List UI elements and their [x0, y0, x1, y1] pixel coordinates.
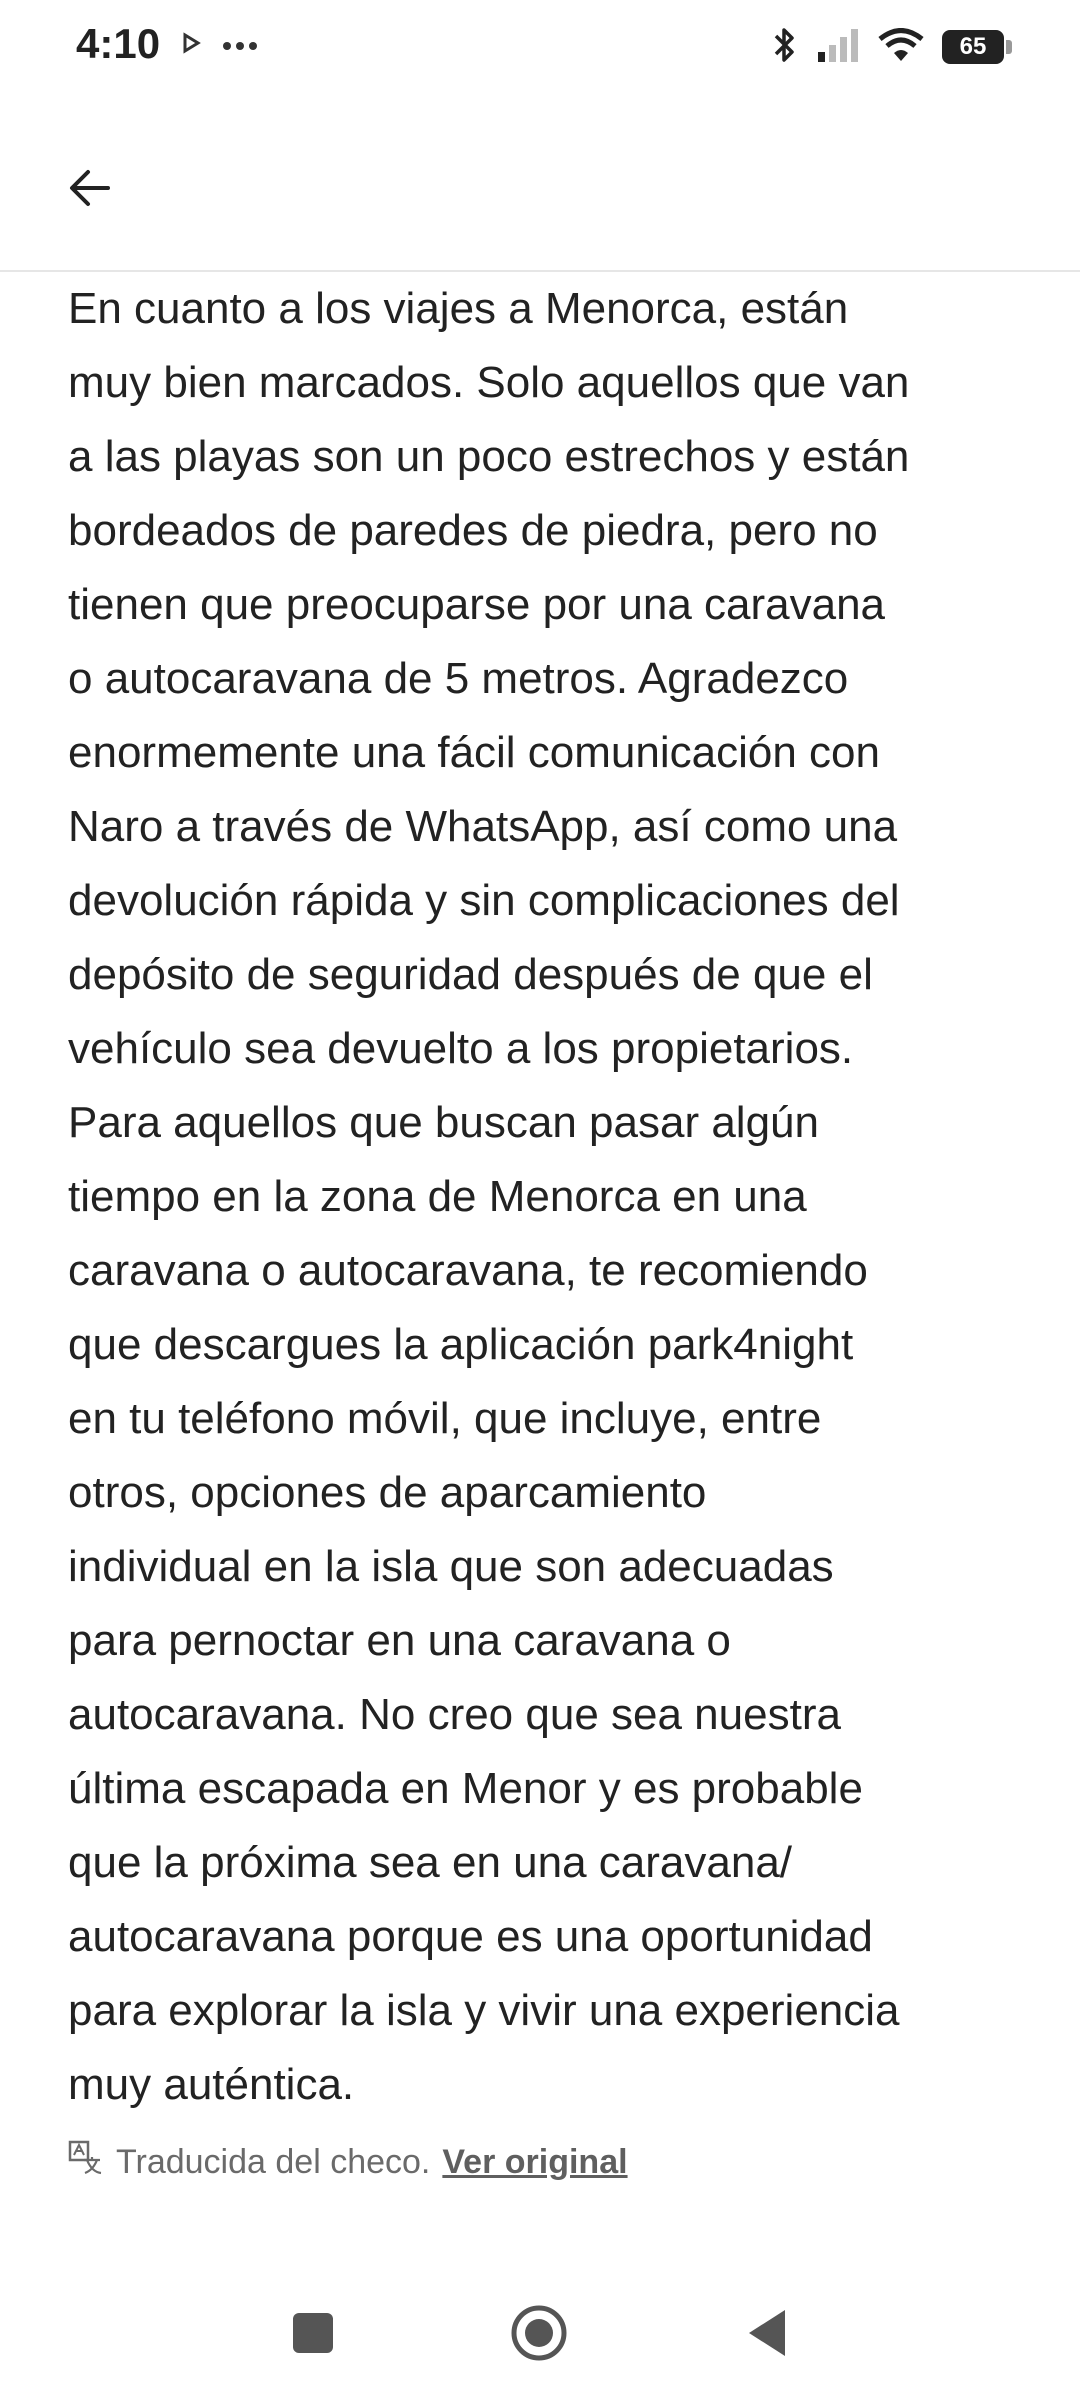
- translation-note: [68, 2140, 628, 2185]
- play-notification-icon: [180, 32, 202, 58]
- system-navigation-bar: [0, 2270, 1080, 2400]
- home-button[interactable]: [502, 2298, 576, 2372]
- wifi-icon: [878, 28, 924, 66]
- review-line: que descargues la aplicación park4night: [68, 1320, 854, 1369]
- review-line: para pernoctar en una caravana o: [68, 1616, 731, 1665]
- arrow-left-icon: [68, 168, 112, 212]
- back-button[interactable]: [56, 156, 124, 224]
- translate-icon: [68, 2140, 104, 2185]
- review-line: individual en la isla que son adecuadas: [68, 1542, 834, 1591]
- review-line: depósito de seguridad después de que el: [68, 950, 873, 999]
- bluetooth-icon: [772, 26, 798, 68]
- review-line: Para aquellos que buscan pasar algún: [68, 1098, 819, 1147]
- review-line: bordeados de paredes de piedra, pero no: [68, 506, 878, 555]
- recents-button[interactable]: [276, 2298, 350, 2372]
- view-original-link[interactable]: Ver original: [442, 2143, 628, 2181]
- review-line: En cuanto a los viajes a Menorca, están: [68, 284, 849, 333]
- review-line: autocaravana. No creo que sea nuestra: [68, 1690, 841, 1739]
- system-back-button[interactable]: [730, 2298, 804, 2372]
- more-notifications-icon: [222, 36, 258, 55]
- review-line: autocaravana porque es una oportunidad: [68, 1912, 873, 1961]
- signal-icon: [816, 28, 860, 66]
- review-line: muy auténtica.: [68, 2060, 355, 2109]
- review-line: o autocaravana de 5 metros. Agradezco: [68, 654, 849, 703]
- circle-icon: [510, 2304, 568, 2366]
- review-line: última escapada en Menor y es probable: [68, 1764, 863, 1813]
- triangle-back-icon: [745, 2308, 789, 2362]
- review-line: otros, opciones de aparcamiento: [68, 1468, 707, 1517]
- status-time: 4:10: [76, 20, 161, 67]
- review-line: tienen que preocuparse por una caravana: [68, 580, 886, 629]
- review-line: a las playas son un poco estrechos y están: [68, 432, 910, 481]
- review-line: en tu teléfono móvil, que incluye, entre: [68, 1394, 822, 1443]
- review-line: para explorar la isla y vivir una experiencia: [68, 1986, 900, 2035]
- review-line: devolución rápida y sin complicaciones del: [68, 876, 900, 925]
- review-line: Naro a través de WhatsApp, así como una: [68, 802, 898, 851]
- top-app-bar: [0, 96, 1080, 272]
- review-line: tiempo en la zona de Menorca en una: [68, 1172, 807, 1221]
- battery-icon: 65: [942, 30, 1004, 64]
- status-bar: [0, 0, 1080, 96]
- review-text: [68, 272, 1028, 2122]
- translation-label: Traducida del checo.: [116, 2143, 431, 2181]
- review-line: caravana o autocaravana, te recomiendo: [68, 1246, 868, 1295]
- review-line: muy bien marcados. Solo aquellos que van: [68, 358, 910, 407]
- review-line: que la próxima sea en una caravana/: [68, 1838, 793, 1887]
- review-line: vehículo sea devuelto a los propietarios.: [68, 1024, 854, 1073]
- review-line: enormemente una fácil comunicación con: [68, 728, 881, 777]
- square-icon: [291, 2311, 335, 2359]
